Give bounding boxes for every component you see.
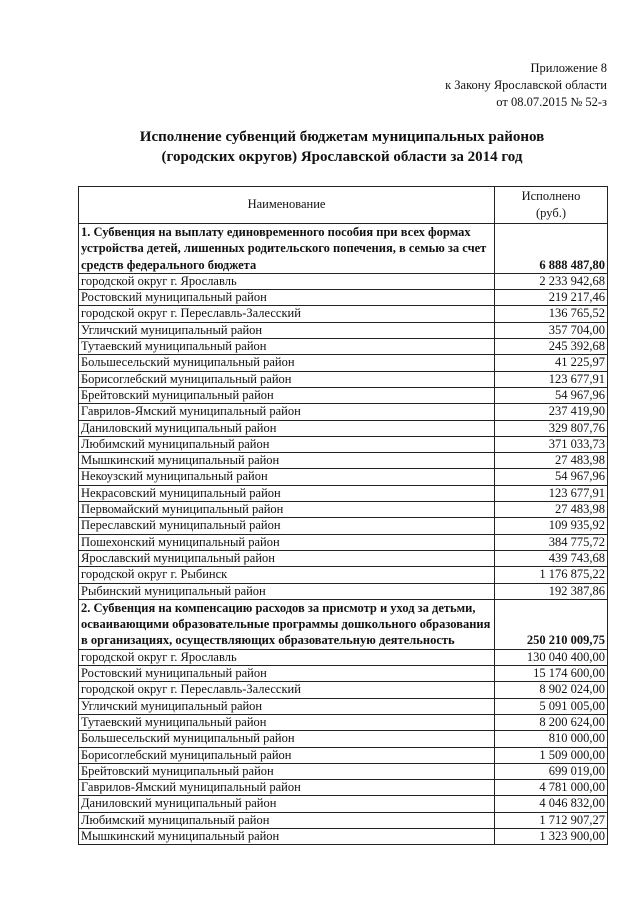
section-total: 250 210 009,75 — [495, 599, 608, 649]
amount-value: 2 233 942,68 — [495, 273, 608, 289]
amount-value: 4 046 832,00 — [495, 796, 608, 812]
table-row — [79, 355, 608, 371]
header-value-line2: (руб.) — [536, 206, 566, 220]
table-row — [79, 763, 608, 779]
municipality-name: Ростовский муниципальный район — [79, 290, 495, 306]
amount-value: 109 935,92 — [495, 518, 608, 534]
table-row — [79, 387, 608, 403]
municipality-name: Тутаевский муниципальный район — [79, 714, 495, 730]
table-row — [79, 306, 608, 322]
annex-reference — [445, 60, 607, 111]
municipality-name: Некоузский муниципальный район — [79, 469, 495, 485]
municipality-name: Мышкинский муниципальный район — [79, 828, 495, 844]
municipality-name: городской округ г. Ярославль — [79, 649, 495, 665]
amount-value: 699 019,00 — [495, 763, 608, 779]
table-row — [79, 339, 608, 355]
amount-value: 810 000,00 — [495, 731, 608, 747]
table-row — [79, 796, 608, 812]
annex-date: от 08.07.2015 № 52-з — [496, 95, 607, 109]
section-title: 2. Субвенция на компенсацию расходов за присмотр и уход за детьми, осваивающими образовательные программы дошкольного образования в организациях, осуществляющих образовательную деятельность — [79, 599, 495, 649]
table-row — [79, 502, 608, 518]
amount-value: 219 217,46 — [495, 290, 608, 306]
amount-value: 371 033,73 — [495, 436, 608, 452]
amount-value: 192 387,86 — [495, 583, 608, 599]
table-row — [79, 518, 608, 534]
amount-value: 123 677,91 — [495, 485, 608, 501]
table-row — [79, 567, 608, 583]
municipality-name: Некрасовский муниципальный район — [79, 485, 495, 501]
municipality-name: городской округ г. Переславль-Залесский — [79, 306, 495, 322]
municipality-name: городской округ г. Рыбинск — [79, 567, 495, 583]
table-row — [79, 404, 608, 420]
table-row — [79, 453, 608, 469]
table-row — [79, 812, 608, 828]
section-title: 1. Субвенция на выплату единовременного пособия при всех формах устройства детей, лишенных родительского попечения, в семью за счет средств федерального бюджета — [79, 224, 495, 274]
table-row — [79, 322, 608, 338]
amount-value: 1 323 900,00 — [495, 828, 608, 844]
amount-value: 1 712 907,27 — [495, 812, 608, 828]
document-title — [78, 127, 606, 167]
amount-value: 130 040 400,00 — [495, 649, 608, 665]
municipality-name: Брейтовский муниципальный район — [79, 763, 495, 779]
amount-value: 27 483,98 — [495, 453, 608, 469]
municipality-name: Даниловский муниципальный район — [79, 796, 495, 812]
municipality-name: Большесельский муниципальный район — [79, 731, 495, 747]
table-row — [79, 698, 608, 714]
municipality-name: Борисоглебский муниципальный район — [79, 747, 495, 763]
amount-value: 237 419,90 — [495, 404, 608, 420]
section-row — [79, 224, 608, 274]
header-value — [495, 187, 608, 224]
table-row — [79, 649, 608, 665]
table-row — [79, 714, 608, 730]
amount-value: 8 902 024,00 — [495, 682, 608, 698]
table-row — [79, 828, 608, 844]
municipality-name: городской округ г. Переславль-Залесский — [79, 682, 495, 698]
amount-value: 1 176 875,22 — [495, 567, 608, 583]
header-name: Наименование — [79, 187, 495, 224]
amount-value: 245 392,68 — [495, 339, 608, 355]
annex-law: к Закону Ярославской области — [445, 78, 607, 92]
municipality-name: Мышкинский муниципальный район — [79, 453, 495, 469]
amount-value: 5 091 005,00 — [495, 698, 608, 714]
table-row — [79, 420, 608, 436]
amount-value: 357 704,00 — [495, 322, 608, 338]
amount-value: 384 775,72 — [495, 534, 608, 550]
table-row — [79, 273, 608, 289]
municipality-name: Брейтовский муниципальный район — [79, 387, 495, 403]
amount-value: 1 509 000,00 — [495, 747, 608, 763]
municipality-name: Пошехонский муниципальный район — [79, 534, 495, 550]
table-row — [79, 534, 608, 550]
amount-value: 54 967,96 — [495, 387, 608, 403]
municipality-name: Ростовский муниципальный район — [79, 666, 495, 682]
title-line-2: (городских округов) Ярославской области за 2014 год — [161, 149, 523, 165]
amount-value: 136 765,52 — [495, 306, 608, 322]
amount-value: 439 743,68 — [495, 550, 608, 566]
municipality-name: Первомайский муниципальный район — [79, 502, 495, 518]
subventions-table — [78, 186, 608, 845]
section-row — [79, 599, 608, 649]
municipality-name: Угличский муниципальный район — [79, 322, 495, 338]
municipality-name: Большесельский муниципальный район — [79, 355, 495, 371]
municipality-name: городской округ г. Ярославль — [79, 273, 495, 289]
table-row — [79, 747, 608, 763]
municipality-name: Ярославский муниципальный район — [79, 550, 495, 566]
table-row — [79, 436, 608, 452]
table-row — [79, 469, 608, 485]
municipality-name: Борисоглебский муниципальный район — [79, 371, 495, 387]
table-row — [79, 666, 608, 682]
table-header-row — [79, 187, 608, 224]
amount-value: 4 781 000,00 — [495, 780, 608, 796]
title-line-1: Исполнение субвенций бюджетам муниципальных районов — [139, 129, 545, 145]
table-row — [79, 780, 608, 796]
amount-value: 123 677,91 — [495, 371, 608, 387]
amount-value: 41 225,97 — [495, 355, 608, 371]
table-row — [79, 371, 608, 387]
municipality-name: Гаврилов-Ямский муниципальный район — [79, 404, 495, 420]
amount-value: 8 200 624,00 — [495, 714, 608, 730]
table-row — [79, 550, 608, 566]
amount-value: 54 967,96 — [495, 469, 608, 485]
table-row — [79, 485, 608, 501]
municipality-name: Даниловский муниципальный район — [79, 420, 495, 436]
municipality-name: Любимский муниципальный район — [79, 436, 495, 452]
table-row — [79, 583, 608, 599]
section-total: 6 888 487,80 — [495, 224, 608, 274]
municipality-name: Любимский муниципальный район — [79, 812, 495, 828]
header-value-line1: Исполнено — [521, 189, 581, 203]
table-row — [79, 682, 608, 698]
table-row — [79, 731, 608, 747]
municipality-name: Рыбинский муниципальный район — [79, 583, 495, 599]
municipality-name: Тутаевский муниципальный район — [79, 339, 495, 355]
amount-value: 15 174 600,00 — [495, 666, 608, 682]
amount-value: 329 807,76 — [495, 420, 608, 436]
municipality-name: Гаврилов-Ямский муниципальный район — [79, 780, 495, 796]
municipality-name: Переславский муниципальный район — [79, 518, 495, 534]
annex-number: Приложение 8 — [530, 61, 607, 75]
amount-value: 27 483,98 — [495, 502, 608, 518]
table-row — [79, 290, 608, 306]
municipality-name: Угличский муниципальный район — [79, 698, 495, 714]
